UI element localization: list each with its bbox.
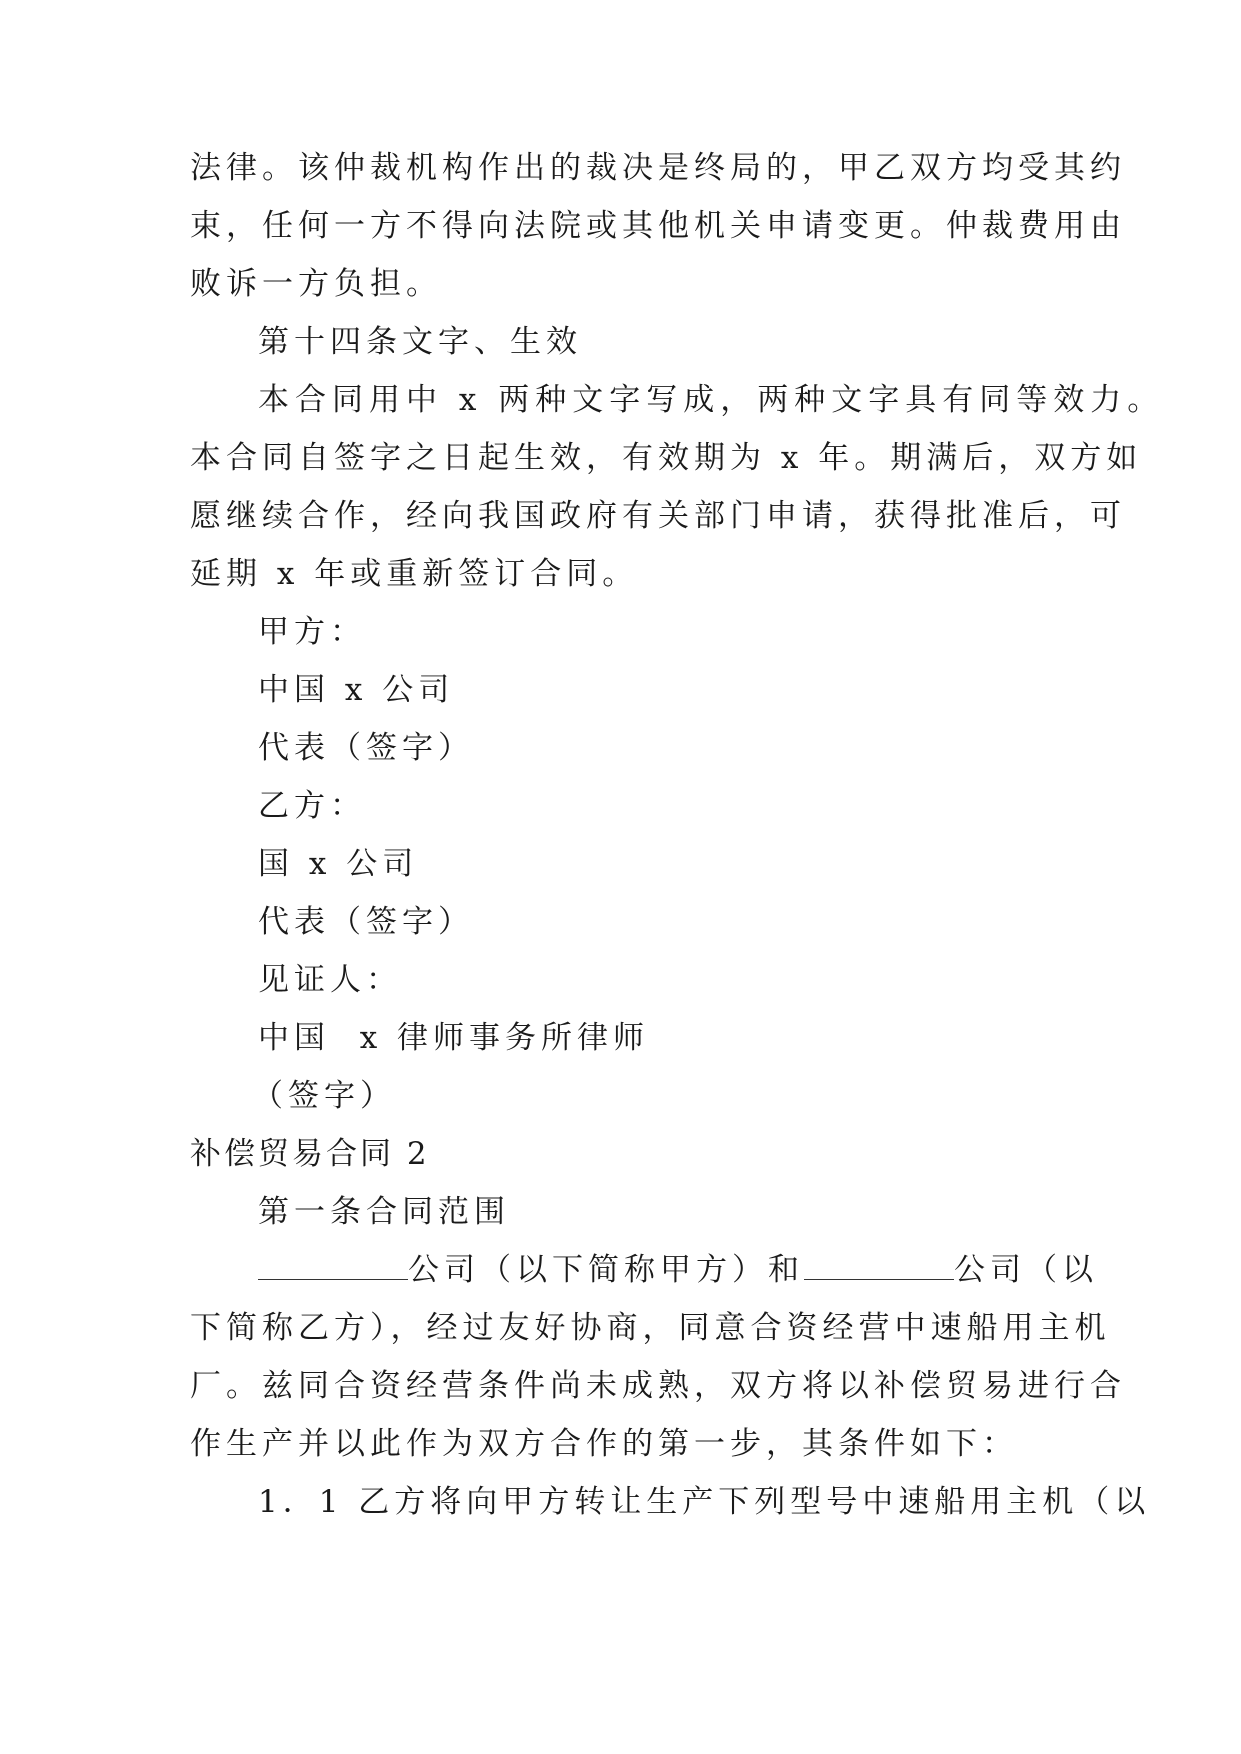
witness-label: 见证人：: [258, 962, 402, 998]
witness-lawyer: 中国 x 律师事务所律师: [258, 1020, 650, 1056]
section-heading: 第一条合同范围: [258, 1194, 510, 1230]
party-a-label: 甲方：: [258, 614, 366, 650]
blank-line: [804, 1251, 954, 1280]
text-segment: 公司（以: [954, 1252, 1098, 1288]
text-line: 本合同自签字之日起生效，有效期为 x 年。期满后，双方如: [190, 440, 1143, 476]
party-b-label: 乙方：: [258, 788, 366, 824]
text-line: 本合同用中 x 两种文字写成，两种文字具有同等效力。: [258, 382, 1165, 418]
text-segment: 公司（以下简称甲方）和: [408, 1252, 804, 1288]
text-line: 作生产并以此作为双方合作的第一步，其条件如下：: [190, 1426, 1018, 1462]
text-line: 法律。该仲裁机构作出的裁决是终局的，甲乙双方均受其约: [190, 150, 1126, 186]
clause-item: 1．1 乙方将向甲方转让生产下列型号中速船用主机（以: [258, 1484, 1151, 1520]
party-a-representative: 代表（签字）: [258, 730, 474, 766]
text-line: 下简称乙方），经过友好协商，同意合资经营中速船用主机: [190, 1310, 1111, 1346]
text-line: 束，任何一方不得向法院或其他机关申请变更。仲裁费用由: [190, 208, 1126, 244]
blank-line: [258, 1251, 408, 1280]
section-heading: 第十四条文字、生效: [258, 324, 582, 360]
party-b-company: 国 x 公司: [258, 846, 419, 882]
witness-signature: （签字）: [252, 1078, 396, 1114]
text-line: 愿继续合作，经向我国政府有关部门申请，获得批准后，可: [190, 498, 1126, 534]
contract-title: 补偿贸易合同 2: [190, 1136, 430, 1172]
text-line: 厂。兹同合资经营条件尚未成熟，双方将以补偿贸易进行合: [190, 1368, 1126, 1404]
party-a-company: 中国 x 公司: [258, 672, 455, 708]
parties-line: [258, 1250, 1098, 1290]
text-line: 败诉一方负担。: [190, 266, 442, 302]
text-line: 延期 x 年或重新签订合同。: [190, 556, 639, 592]
party-b-representative: 代表（签字）: [258, 904, 474, 940]
